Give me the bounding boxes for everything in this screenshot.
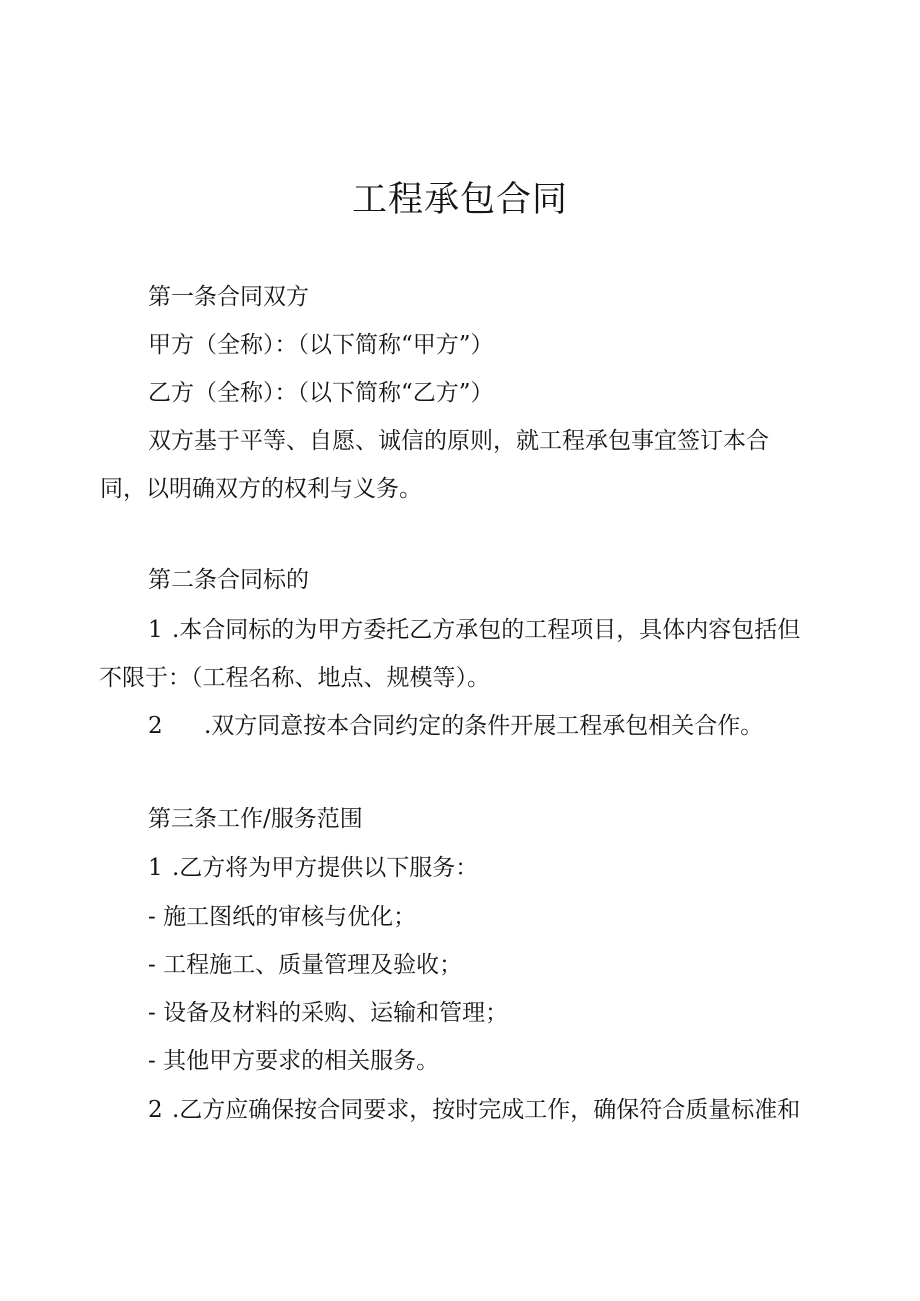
article-3-item-1-number: 1 [148, 855, 163, 881]
article-3-bullet-2: - 工程施工、质量管理及验收； [148, 952, 463, 978]
article-3-heading: 第三条工作/服务范围 [148, 806, 363, 832]
article-2-item-2-number: 2 [148, 713, 163, 739]
article-1-heading: 第一条合同双方 [148, 284, 309, 310]
article-2-item-1-line-2: 不限于：（工程名称、地点、规模等）。 [99, 665, 490, 691]
article-2-item-1-number: 1 [148, 617, 163, 643]
party-a-line: 甲方（全称）：（以下简称“甲方”） [148, 332, 494, 358]
article-2-item-1-line-1: .本合同标的为甲方委托乙方承包的工程项目，具体内容包括但 [172, 617, 801, 643]
article-1-intro-line-2: 同，以明确双方的权利与义务。 [100, 476, 422, 502]
article-3-bullet-4: - 其他甲方要求的相关服务。 [148, 1048, 440, 1074]
party-b-line: 乙方（全称）：（以下简称“乙方”） [148, 380, 494, 406]
article-3-item-2-number: 2 [148, 1097, 163, 1123]
article-2-item-2-line-1: .双方同意按本合同约定的条件开展工程承包相关合作。 [204, 713, 764, 739]
article-2-heading: 第二条合同标的 [148, 567, 309, 593]
article-1-intro-line-1: 双方基于平等、自愿、诚信的原则，就工程承包事宜签订本合 [148, 428, 769, 454]
document-title: 工程承包合同 [351, 180, 568, 220]
article-3-bullet-1: - 施工图纸的审核与优化； [148, 904, 417, 930]
article-3-item-2-line-1: .乙方应确保按合同要求，按时完成工作，确保符合质量标准和 [172, 1097, 801, 1123]
article-3-item-1-line-1: .乙方将为甲方提供以下服务： [172, 855, 479, 881]
article-3-bullet-3: - 设备及材料的采购、运输和管理； [148, 1000, 509, 1026]
